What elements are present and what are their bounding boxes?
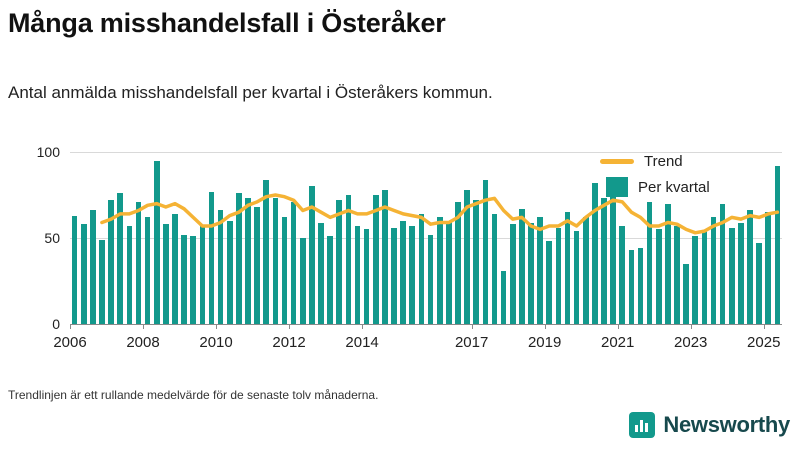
x-axis-tick-mark [289, 324, 290, 329]
x-axis-tick-mark [764, 324, 765, 329]
x-axis-tick-mark [143, 324, 144, 329]
chart-subtitle: Antal anmälda misshandelsfall per kvartal i Österåkers kommun. [8, 83, 493, 102]
x-axis-tick-mark [472, 324, 473, 329]
y-axis-tick-label: 50 [44, 230, 60, 246]
x-axis-line [70, 324, 782, 325]
bar-chart-icon [629, 412, 655, 438]
bar-swatch [606, 177, 628, 197]
x-axis-tick-label: 2014 [345, 334, 379, 351]
x-axis-tick-mark [362, 324, 363, 329]
logo-text: Newsworthy [663, 412, 790, 437]
x-axis-tick-label: 2021 [601, 334, 635, 351]
x-axis-tick-mark [70, 324, 71, 329]
x-axis-tick-mark [618, 324, 619, 329]
x-axis-tick-label: 2006 [53, 334, 87, 351]
x-axis-tick-label: 2010 [199, 334, 233, 351]
page-title: Många misshandelsfall i Österåker [8, 8, 446, 38]
x-axis-tick-mark [545, 324, 546, 329]
y-axis-tick-label: 0 [52, 316, 60, 332]
x-axis-tick-mark [216, 324, 217, 329]
x-axis-tick-mark [691, 324, 692, 329]
newsworthy-logo [629, 412, 790, 438]
trend-line-swatch [600, 159, 634, 164]
legend-label-bars: Per kvartal [638, 178, 710, 196]
x-axis-tick-label: 2017 [454, 334, 489, 351]
x-axis-tick-label: 2019 [527, 334, 562, 351]
legend-item-trend[interactable] [600, 148, 710, 174]
x-axis-tick-label: 2012 [272, 334, 306, 351]
chart-legend [600, 148, 710, 200]
x-axis-tick-label: 2025 [747, 334, 781, 351]
x-axis-tick-label: 2008 [126, 334, 160, 351]
y-axis-tick-label: 100 [36, 144, 60, 160]
x-axis-tick-label: 2023 [674, 334, 708, 351]
legend-item-bars[interactable] [600, 174, 710, 200]
legend-label-trend: Trend [644, 152, 683, 170]
chart-footnote: Trendlinjen är ett rullande medelvärde för de senaste tolv månaderna. [8, 388, 379, 402]
